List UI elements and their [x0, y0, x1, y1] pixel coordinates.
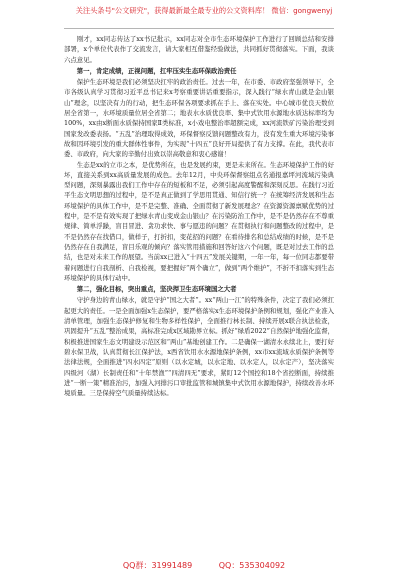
section-heading: 第二，强化目标，突出重点，坚决捍卫生态环境国之大者 [76, 285, 237, 294]
footer-qq-group: QQ群：31991489 [122, 561, 193, 570]
paragraph: 守护身边的青山绿水，就是守护“国之大者”。xx“两山一江”的特殊条件，决定了我们必须扛起更大的责任。一是全面加强x生态保护，要严格落实x生态环境保护条例和规划，强化产业准入清单管理，加强生态保护修复和生物多样性保护，全面推行林长制、持续开展x联合执法检查，巩固提升“五乱”整治成果，高标准完成x区域勘界立标。抓好“绿盾2022”自然保护地强化监督，积极推进国家生态文明建设示范区和“两山”基地创建工作。二是确保一湖清水永续北上，要打好碧水保卫战，认真贯彻长江保护法，x西省饮用水水源地保护条例，xx市xx流域水质保护条例等法律法规，全面推进“四水四定”原则（以水定城，以水定地、以水定人，以水定产），坚决落实四级河（湖）长制责任和“十年禁渔”“四清四无”要求，紧盯12个国控和18个省控断面，持续推进“一断一策”精准治污，加强入河排污口审批监管和城镇集中式饮用水源地保护，持续改善水环境质量。三是保持空气质量持续达标。 [64, 296, 334, 398]
paragraph: 生态是xx的立市之本，是优势所在，也是发展约束，更是未来所在。生态环境保护工作的好坏，直接关系到xx高质量发展的成色。去年12月，中央环保督察组点名通报嘉坪河流域污染典型问题，深刻暴露出我们工作中存在的短板和不足，必须引起高度警醒和深刻反思。在践行习近平生态文明思想的过程中，是不是真正做到了学思用贯通、知信行统一？在统筹经济发展和生态环境保护的具体工作中，是不是完整、准确、全面贯彻了新发展理念？在资源资源禀赋优势的过程中，是不是有效实现了把绿水青山变成金山银山？在污染防治工作中，是不是仍然存在不尊重规律、简单浮躁，盲目冒进、贪功求快、事与愿违的问题？在贯彻执行和问题整改的过程中，是不是仍然存在找借口，做样子，打折扣，变花招的问题？在看待排名和总结成绩的时候，是不是仍然存在自我满足，盲目乐观的倾向？落实管用措施和回答好这六个问题，既是对过去工作的总结，也是对未来工作的展望。当前xx已进入“十四五”发展关键期，一年一年，每一位同志都要带着问题进行自我剖析、自我检视，要把握好“两个确立”，做到“两个维护”，不折不扣落实到生态环境保护的具体行动中。 [64, 160, 334, 282]
header-banner: 关注头条号"公文研究"，获得最新最全最专业的公文资料库！ 微信：gongwenyj [75, 6, 333, 15]
header-divider [64, 28, 334, 29]
footer [0, 560, 408, 572]
section-heading: 第一，肯定成绩，正视问题，扛牢压实生态环保政治责任 [76, 66, 237, 75]
paragraph: 保护生态环境是我们必须坚决扛牢的政治责任。过去一年，在市委、市政府坚强领导下，全市各级认真学习贯彻习近平总书记来x考察重要讲话重要指示，深入践行“绿水青山就是金山银山”理念，以坚决有力的行动，把生态环保各项要求抓在手上、落在实处。中心城市优良天数位居全省第一，水环境质量位居全省第二；地表水水质优良率、集中式饮用水源地水质达标率均为100%，xx由x断面水质保持国家Ⅱ类标准，x小戏电整治率超额完成，xx河流铁矿污染治理受到国家发改委表扬。“五乱”治理取得成效，环保督察反馈问题整改有力，没有发生重大环境污染事故和因环境引发的重大群体性事件，为实现“十四五”良好开局提供了有力支撑。在此，我代表市委、市政府，向大家的辛勤付出致以崇高敬意和衷心感谢！ [64, 78, 334, 159]
paragraph: 刚才，xx同志传达了xx书记批示，xx同志对全市生态环境保护工作进行了回顾总结和安排部署，x个单位代表作了交流发言，请大家相互借鉴经验做法，共同抓好贯彻落实。下面，我谈六点意见。 [64, 35, 334, 64]
document-body [64, 34, 334, 398]
footer-qq: QQ：535304092 [218, 561, 286, 570]
